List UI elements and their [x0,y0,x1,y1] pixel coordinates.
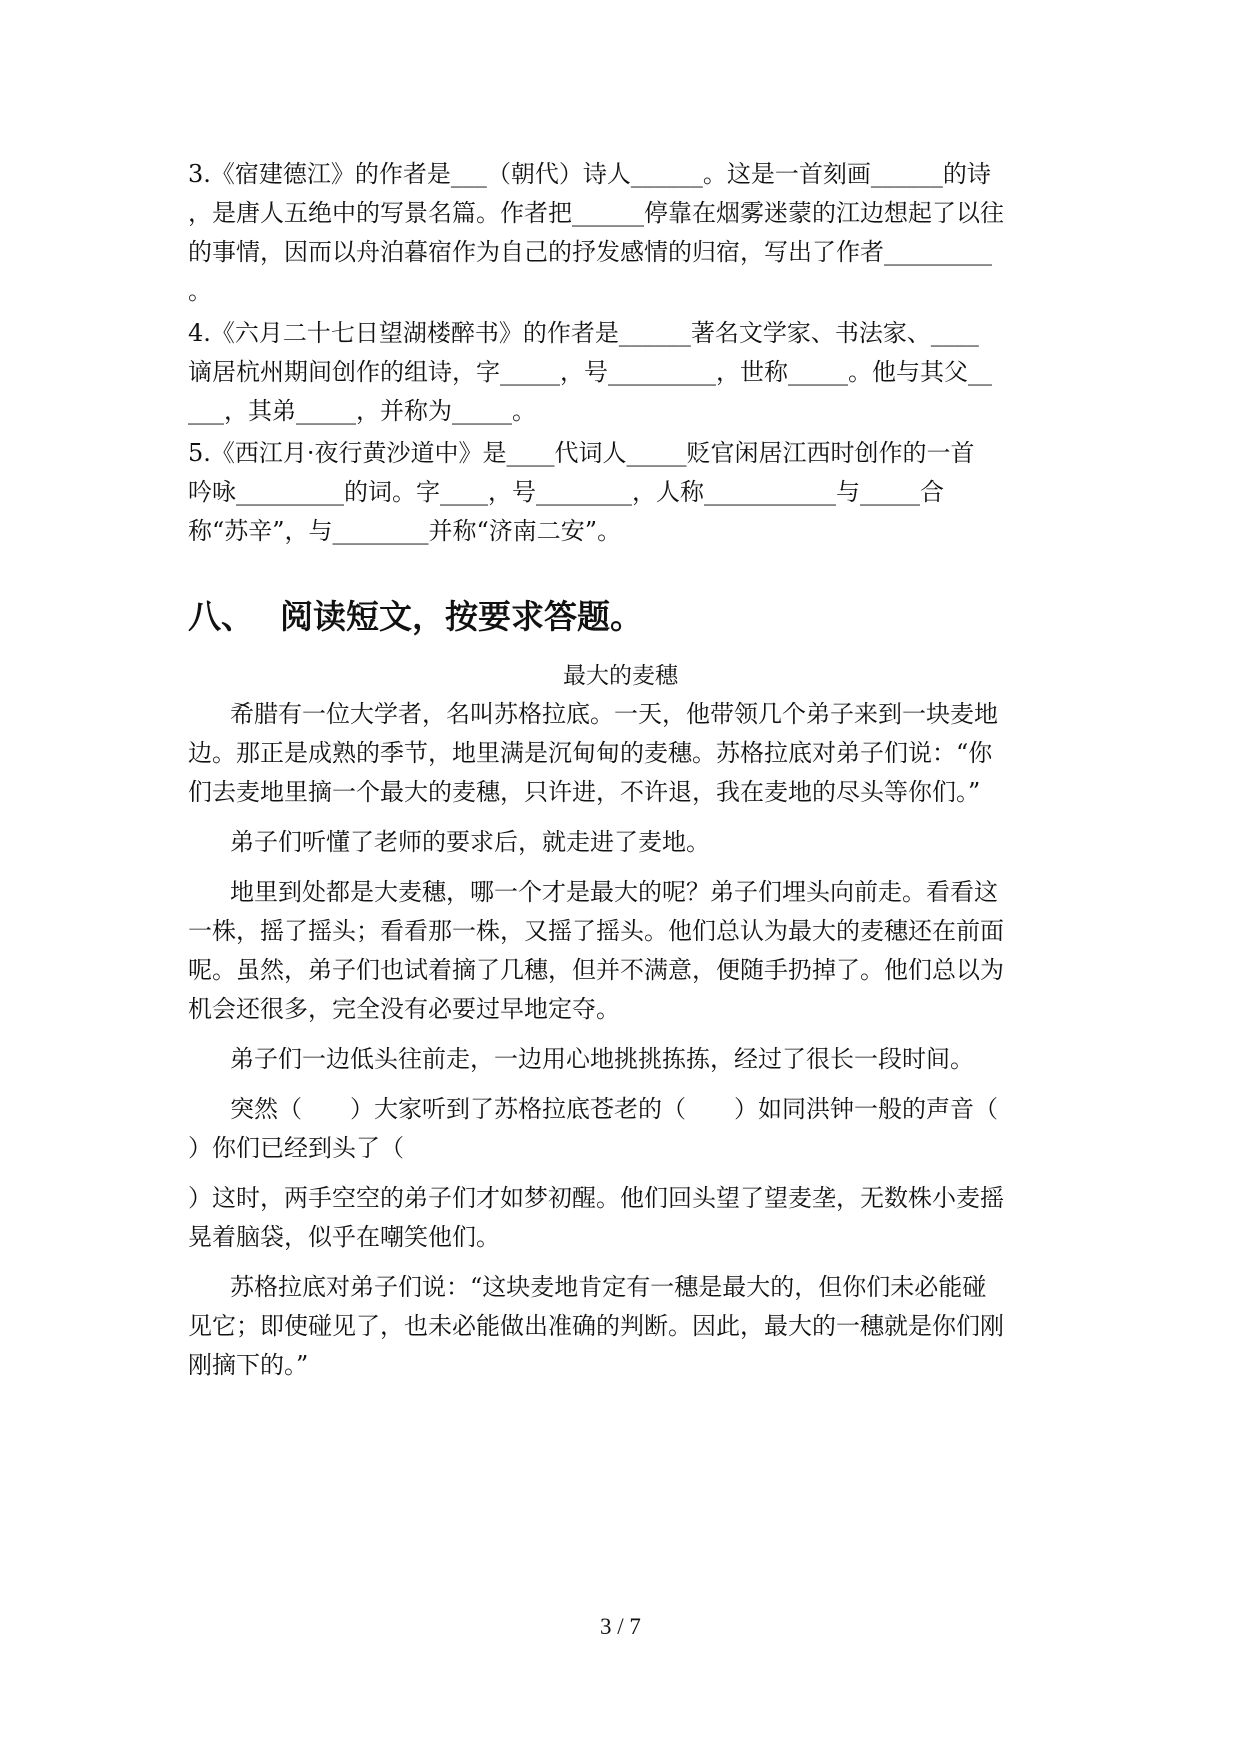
section-heading [188,595,1053,639]
article-paragraph [188,1090,1053,1168]
question-5 [188,434,1053,551]
paragraph-line: ）这时，两手空空的弟子们才如梦初醒。他们回头望了望麦垄，无数株小麦摇 [188,1184,1004,1212]
article-paragraph [188,1179,1053,1257]
paragraph-line: 希腊有一位大学者，名叫苏格拉底。一天，他带领几个弟子来到一块麦地 [230,700,998,728]
question-4-line: ___，其弟_____，并称为_____。 [188,397,536,425]
section-title: 阅读短文，按要求答题。 [280,597,643,636]
page-number: 3 / 7 [600,1614,641,1639]
question-3-line: 3.《宿建德江》的作者是___（朝代）诗人______。这是一首刻画______的诗 [188,160,991,188]
question-4-line: 4.《六月二十七日望湖楼醉书》的作者是______著名文学家、书法家、____ [188,319,979,347]
worksheet-page [188,155,1053,1385]
paragraph-line: 突然（ ）大家听到了苏格拉底苍老的（ ）如同洪钟一般的声音（ [230,1095,998,1123]
paragraph-line: 弟子们一边低头往前走，一边用心地挑挑拣拣，经过了很长一段时间。 [230,1045,974,1073]
paragraph-line: 弟子们听懂了老师的要求后，就走进了麦地。 [230,828,710,856]
question-5-line: 吟咏_________的词。字____，号________，人称___________与_____合 [188,478,944,506]
question-5-line: 称“苏辛”，与________并称“济南二安”。 [188,517,622,545]
question-3-line: ，是唐人五绝中的写景名篇。作者把______停靠在烟雾迷蒙的江边想起了以往 [188,199,1004,227]
paragraph-line: 们去麦地里摘一个最大的麦穗，只许进，不许退，我在麦地的尽头等你们。” [188,778,981,806]
article-paragraph [188,1268,1053,1385]
paragraph-line: 边。那正是成熟的季节，地里满是沉甸甸的麦穗。苏格拉底对弟子们说：“你 [188,739,993,767]
paragraph-line: 一株，摇了摇头；看看那一株，又摇了摇头。他们总认为最大的麦穗还在前面 [188,917,1004,945]
paragraph-line: ）你们已经到头了（ [188,1134,404,1162]
article-paragraph [188,823,1053,862]
question-5-line: 5.《西江月·夜行黄沙道中》是____代词人_____贬官闲居江西时创作的一首 [188,439,975,467]
article-paragraph [188,873,1053,1029]
paragraph-line: 呢。虽然，弟子们也试着摘了几穗，但并不满意，便随手扔掉了。他们总以为 [188,956,1004,984]
paragraph-line: 晃着脑袋，似乎在嘲笑他们。 [188,1223,500,1251]
section-number: 八、 [188,597,254,636]
paragraph-line: 刚摘下的。” [188,1351,309,1379]
article-title: 最大的麦穗 [563,663,678,689]
article-paragraph [188,695,1053,812]
paragraph-line: 机会还很多，完全没有必要过早地定夺。 [188,995,620,1023]
question-4 [188,314,1053,431]
paragraph-line: 地里到处都是大麦穗，哪一个才是最大的呢？弟子们埋头向前走。看看这 [230,878,998,906]
question-3 [188,155,1053,311]
question-3-line: 的事情，因而以舟泊暮宿作为自己的抒发感情的归宿，写出了作者_________ [188,238,992,266]
question-4-line: 谪居杭州期间创作的组诗，字_____，号_________，世称_____。他与其父__ [188,358,992,386]
question-3-line: 。 [188,277,212,305]
article-paragraph [188,1040,1053,1079]
paragraph-line: 苏格拉底对弟子们说：“这块麦地肯定有一穗是最大的，但你们未必能碰 [230,1273,987,1301]
paragraph-line: 见它；即使碰见了，也未必能做出准确的判断。因此，最大的一穗就是你们刚 [188,1312,1004,1340]
